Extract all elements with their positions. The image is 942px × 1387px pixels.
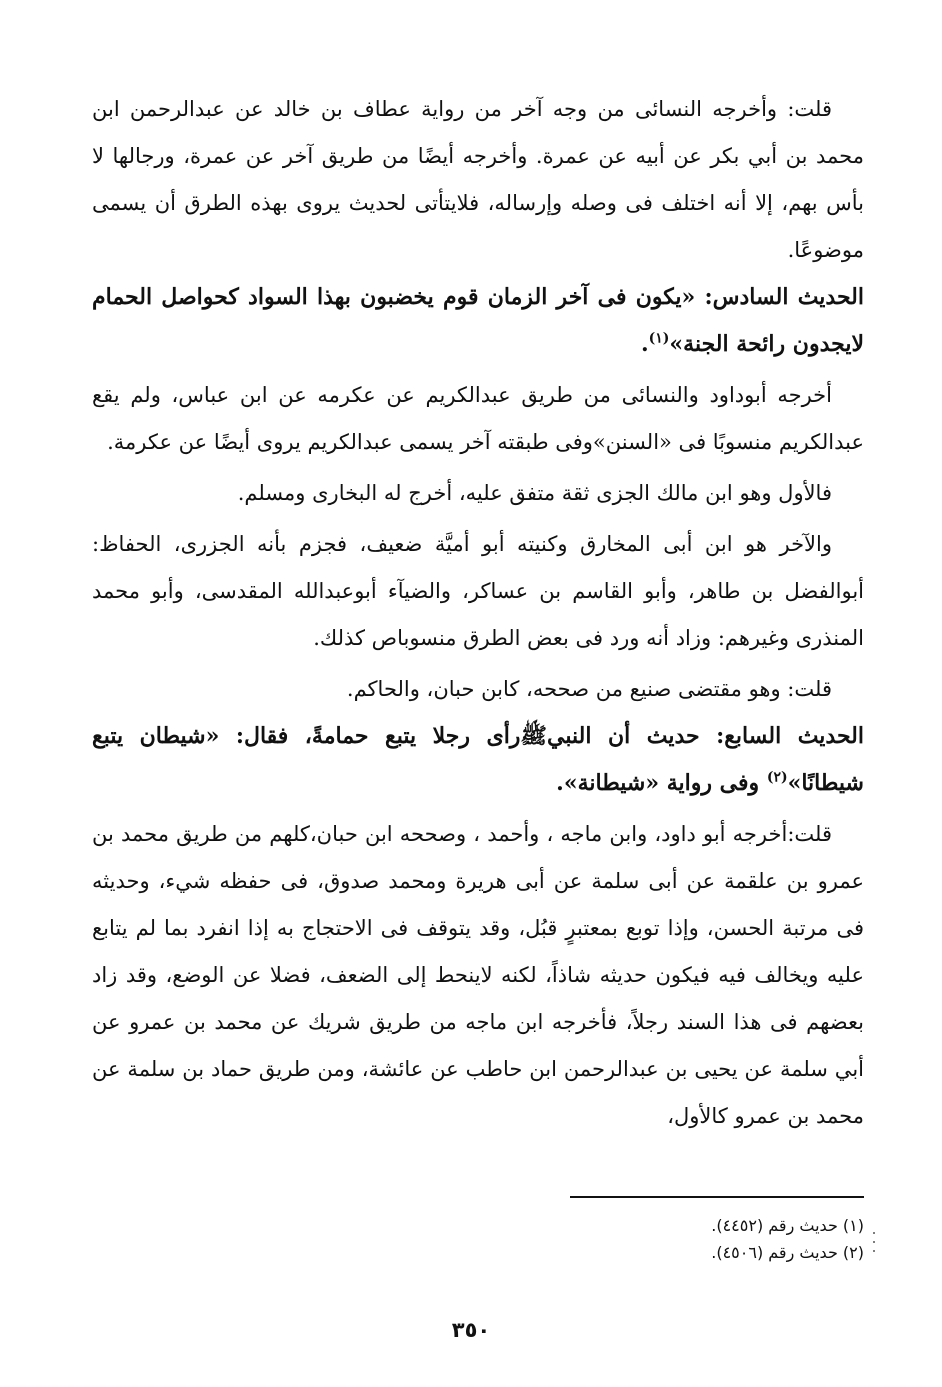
paragraph-first-narrator: فالأول وهو ابن مالك الجزى ثقة متفق عليه، أخرج له البخارى ومسلم.	[237, 481, 832, 505]
hadith-7-text: الحديث السابع: حديث أن النبيﷺرأى رجلا يتبع حمامةً، فقال: «شيطان يتبع شيطانًا»	[92, 723, 864, 796]
footnote-ref-1[interactable]: (١)	[648, 330, 670, 347]
footnote-2: (٢) حديث رقم (٤٥٠٦).	[711, 1243, 864, 1262]
footnote-divider	[570, 1196, 864, 1198]
margin-mark	[872, 1232, 876, 1252]
hadith-6-end: .	[640, 331, 649, 357]
paragraph-note-2: قلت: وهو مقتضى صنيع من صححه، كابن حبان، والحاكم.	[346, 677, 832, 701]
page-body	[92, 86, 864, 1140]
hadith-7-heading	[92, 713, 864, 807]
hadith-6-heading	[92, 274, 864, 368]
paragraph-takhrij-6: أخرجه أبوداود والنسائى من طريق عبدالكريم عن عكرمه عن ابن عباس، ولم يقع عبدالكريم منسوبًا فى «السنن»وفى طبقته آخر يسمى عبدالكريم يروى أيضًا عن عكرمة.	[92, 383, 864, 454]
hadith-6-text: الحديث السادس: «يكون فى آخر الزمان قوم يخضبون بهذا السواد كحواصل الحمام لايجدون رائحة الجنة»	[92, 284, 864, 357]
footnote-ref-2[interactable]: (٢)	[766, 769, 788, 786]
paragraph-second-narrator: والآخر هو ابن أبى المخارق وكنيته أبو أميَّة ضعيف، فجزم بأنه الجزرى، الحفاظ: أبوالفضل بن طاهر، وأبو القاسم بن عساكر، والضيآء أبوعبدالله المقدسى، وأبو محمد المنذرى وغيرهم: وزاد أنه ورد فى بعض الطرق منسوباص كذلك.	[92, 532, 864, 650]
footnotes	[464, 1212, 864, 1266]
paragraph-takhrij-7: قلت:أخرجه أبو داود، وابن ماجه ، وأحمد ، وصححه ابن حبان،كلهم من طريق محمد بن عمرو بن علقمة عن أبى سلمة عن أبى هريرة ومحمد صدوق، فى حفظه شيء، وحديثه فى مرتبة الحسن، وإذا توبع بمعتبرٍ قبُل، وقد يتوقف فى الاحتجاج به إذا انفرد بما لم يتابع عليه ويخالف فيه فيكون حديثه شاذاً، لكنه لاينحط إلى الضعف، فضلا عن الوضع، وقد زاد بعضهم فى هذا السند رجلاً، فأخرجه ابن ماجه من طريق شريك عن محمد بن عمرو عن أبي سلمة عن يحيى بن عبدالرحمن ابن حاطب عن عائشة، ومن طريق حماد بن سلمة عن محمد بن عمرو كالأول،	[92, 822, 864, 1128]
footnote-1: (١) حديث رقم (٤٤٥٢).	[711, 1216, 864, 1235]
page-number: ٣٥٠	[451, 1318, 491, 1342]
paragraph-note-1: قلت: وأخرجه النسائى من وجه آخر من رواية عطاف بن خالد عن عبدالرحمن ابن محمد بن أبي بكر عن أبيه عن عمرة. وأخرجه أيضًا من طريق آخر عن عمرة، ورجالها لا بأس بهم، إلا أنه اختلف فى وصله وإرساله، فلايتأتى لحديث يروى بهذه الطرق أن يسمى موضوعًا.	[92, 97, 864, 262]
hadith-7-end: وفى رواية «شيطانة».	[556, 770, 767, 796]
